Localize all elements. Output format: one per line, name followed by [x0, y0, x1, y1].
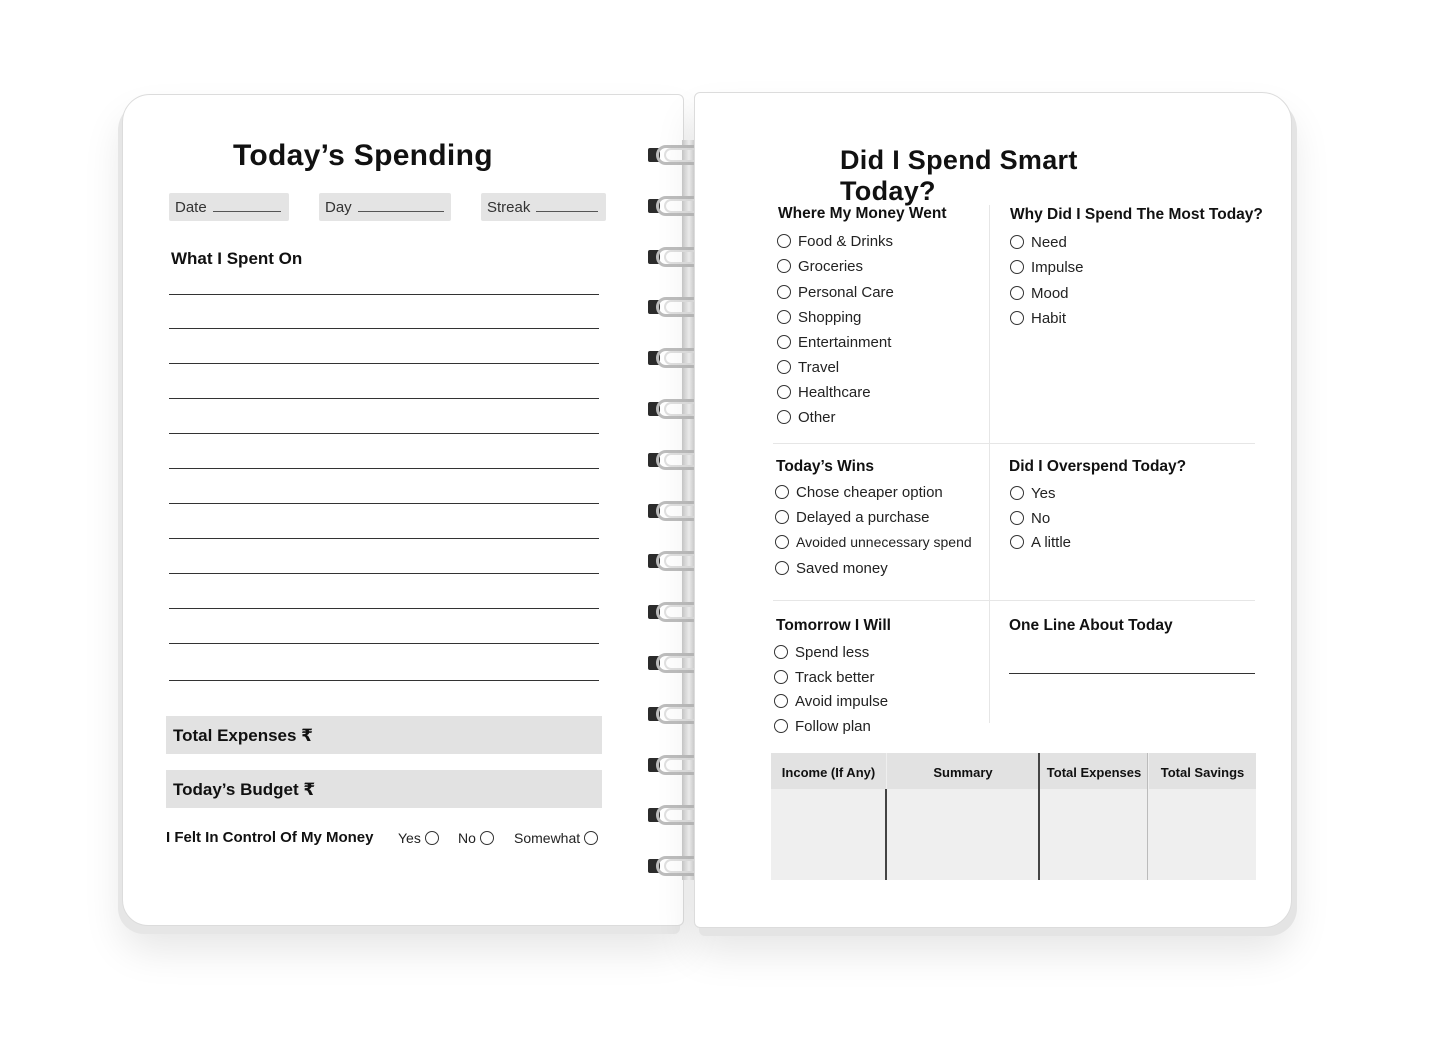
streak-label: Streak — [487, 199, 531, 216]
spent-line[interactable] — [169, 294, 599, 295]
table-column-line — [1147, 753, 1148, 880]
option-label: Impulse — [1031, 259, 1084, 276]
option-habit[interactable] — [1010, 310, 1066, 327]
one-line-title: One Line About Today — [1009, 617, 1173, 634]
radio-circle-icon[interactable] — [777, 360, 791, 374]
option-label: Track better — [795, 669, 875, 686]
option-label: Chose cheaper option — [796, 484, 943, 501]
option-mood[interactable] — [1010, 285, 1069, 302]
streak-field[interactable] — [481, 193, 606, 221]
spent-line[interactable] — [169, 433, 599, 434]
radio-circle-icon[interactable] — [1010, 511, 1024, 525]
todays-wins-title: Today’s Wins — [776, 458, 875, 475]
radio-circle-icon[interactable] — [774, 694, 788, 708]
option-label: Spend less — [795, 644, 870, 661]
option-label: Other — [798, 409, 836, 426]
tomorrow-title: Tomorrow I Will — [776, 617, 891, 634]
radio-circle-icon[interactable] — [1010, 486, 1024, 500]
option-label: Healthcare — [798, 384, 871, 401]
option-label: Entertainment — [798, 334, 892, 351]
option-other[interactable] — [777, 409, 836, 426]
option-label: No — [458, 830, 476, 846]
table-header-total-expenses: Total Expenses — [1040, 753, 1148, 789]
spent-line[interactable] — [169, 538, 599, 539]
radio-circle-icon[interactable] — [425, 831, 439, 845]
option-label: Travel — [798, 359, 840, 376]
control-option-yes[interactable] — [398, 830, 439, 846]
option-overspend-little[interactable] — [1010, 534, 1071, 551]
option-label: Groceries — [798, 258, 864, 275]
page-title: Today’s Spending — [233, 139, 493, 172]
option-delayed[interactable] — [775, 509, 929, 526]
option-spend-less[interactable] — [774, 644, 869, 661]
control-option-no[interactable] — [458, 830, 494, 846]
total-expenses-label: Total Expenses ₹ — [173, 726, 314, 745]
option-label: Yes — [398, 830, 421, 846]
todays-budget-box[interactable] — [166, 770, 602, 808]
radio-circle-icon[interactable] — [777, 385, 791, 399]
spent-line[interactable] — [169, 503, 599, 504]
option-label: Need — [1031, 234, 1067, 251]
option-label: Delayed a purchase — [796, 509, 930, 526]
option-label: Saved money — [796, 560, 888, 577]
option-label: Somewhat — [514, 830, 581, 846]
option-groceries[interactable] — [777, 258, 863, 275]
spent-line[interactable] — [169, 328, 599, 329]
where-money-went-title: Where My Money Went — [778, 205, 947, 222]
radio-circle-icon[interactable] — [1010, 311, 1024, 325]
radio-circle-icon[interactable] — [1010, 235, 1024, 249]
radio-circle-icon[interactable] — [480, 831, 494, 845]
table-column-line — [885, 789, 887, 880]
day-blank — [358, 200, 444, 212]
option-need[interactable] — [1010, 234, 1067, 251]
spent-on-label: What I Spent On — [171, 249, 303, 268]
radio-circle-icon[interactable] — [777, 234, 791, 248]
radio-circle-icon[interactable] — [775, 485, 789, 499]
spent-line[interactable] — [169, 363, 599, 364]
spent-line[interactable] — [169, 643, 599, 644]
option-travel[interactable] — [777, 359, 839, 376]
streak-blank — [536, 200, 598, 212]
spent-line[interactable] — [169, 680, 599, 681]
option-avoided[interactable] — [775, 534, 972, 551]
option-food-drinks[interactable] — [777, 233, 893, 250]
radio-circle-icon[interactable] — [777, 335, 791, 349]
section-divider — [773, 443, 1255, 444]
radio-circle-icon[interactable] — [775, 561, 789, 575]
date-blank — [213, 200, 281, 212]
date-label: Date — [175, 199, 207, 216]
radio-circle-icon[interactable] — [775, 510, 789, 524]
option-label: Habit — [1031, 310, 1067, 327]
option-cheaper[interactable] — [775, 484, 943, 501]
why-spend-title: Why Did I Spend The Most Today? — [1010, 206, 1263, 223]
overspend-title: Did I Overspend Today? — [1009, 458, 1187, 475]
spent-line[interactable] — [169, 573, 599, 574]
control-option-somewhat[interactable] — [514, 830, 598, 846]
day-field[interactable] — [319, 193, 451, 221]
option-overspend-no[interactable] — [1010, 510, 1050, 527]
radio-circle-icon[interactable] — [774, 645, 788, 659]
spent-line[interactable] — [169, 608, 599, 609]
table-column-line — [1038, 753, 1040, 880]
table-header-summary: Summary — [887, 753, 1039, 789]
summary-table — [771, 753, 1256, 880]
right-page — [694, 92, 1292, 928]
option-label: No — [1031, 510, 1051, 527]
spent-line[interactable] — [169, 398, 599, 399]
option-label: Food & Drinks — [798, 233, 894, 250]
table-header-total-savings: Total Savings — [1149, 753, 1256, 789]
radio-circle-icon[interactable] — [777, 310, 791, 324]
option-saved[interactable] — [775, 560, 888, 577]
control-question: I Felt In Control Of My Money — [166, 829, 374, 846]
option-label: Shopping — [798, 309, 862, 326]
option-healthcare[interactable] — [777, 384, 871, 401]
option-label: Avoided unnecessary spend — [796, 534, 972, 550]
table-header-income: Income (If Any) — [771, 753, 886, 789]
option-overspend-yes[interactable] — [1010, 485, 1055, 502]
radio-circle-icon[interactable] — [775, 535, 789, 549]
control-row — [166, 829, 606, 846]
total-expenses-box[interactable] — [166, 716, 602, 754]
radio-circle-icon[interactable] — [777, 259, 791, 273]
radio-circle-icon[interactable] — [1010, 260, 1024, 274]
option-personal-care[interactable] — [777, 284, 894, 301]
option-follow-plan[interactable] — [774, 718, 871, 735]
option-entertainment[interactable] — [777, 334, 891, 351]
column-divider — [989, 205, 990, 723]
spent-line[interactable] — [169, 468, 599, 469]
option-shopping[interactable] — [777, 309, 861, 326]
one-line-input[interactable] — [1009, 673, 1255, 674]
radio-circle-icon[interactable] — [1010, 286, 1024, 300]
page-title: Did I Spend Smart Today? — [840, 145, 1078, 206]
budget-label: Today’s Budget ₹ — [173, 780, 316, 799]
option-label: Personal Care — [798, 284, 894, 301]
radio-circle-icon[interactable] — [774, 719, 788, 733]
section-divider — [773, 600, 1255, 601]
left-page — [122, 94, 684, 926]
radio-circle-icon[interactable] — [777, 410, 791, 424]
option-label: Follow plan — [795, 718, 871, 735]
option-track-better[interactable] — [774, 669, 874, 686]
option-label: Yes — [1031, 485, 1056, 502]
radio-circle-icon[interactable] — [774, 670, 788, 684]
option-impulse[interactable] — [1010, 259, 1084, 276]
option-label: Avoid impulse — [795, 693, 889, 710]
day-label: Day — [325, 199, 352, 216]
radio-circle-icon[interactable] — [584, 831, 598, 845]
date-field[interactable] — [169, 193, 289, 221]
radio-circle-icon[interactable] — [1010, 535, 1024, 549]
radio-circle-icon[interactable] — [777, 285, 791, 299]
option-label: Mood — [1031, 285, 1069, 302]
option-avoid-impulse[interactable] — [774, 693, 888, 710]
option-label: A little — [1031, 534, 1072, 551]
